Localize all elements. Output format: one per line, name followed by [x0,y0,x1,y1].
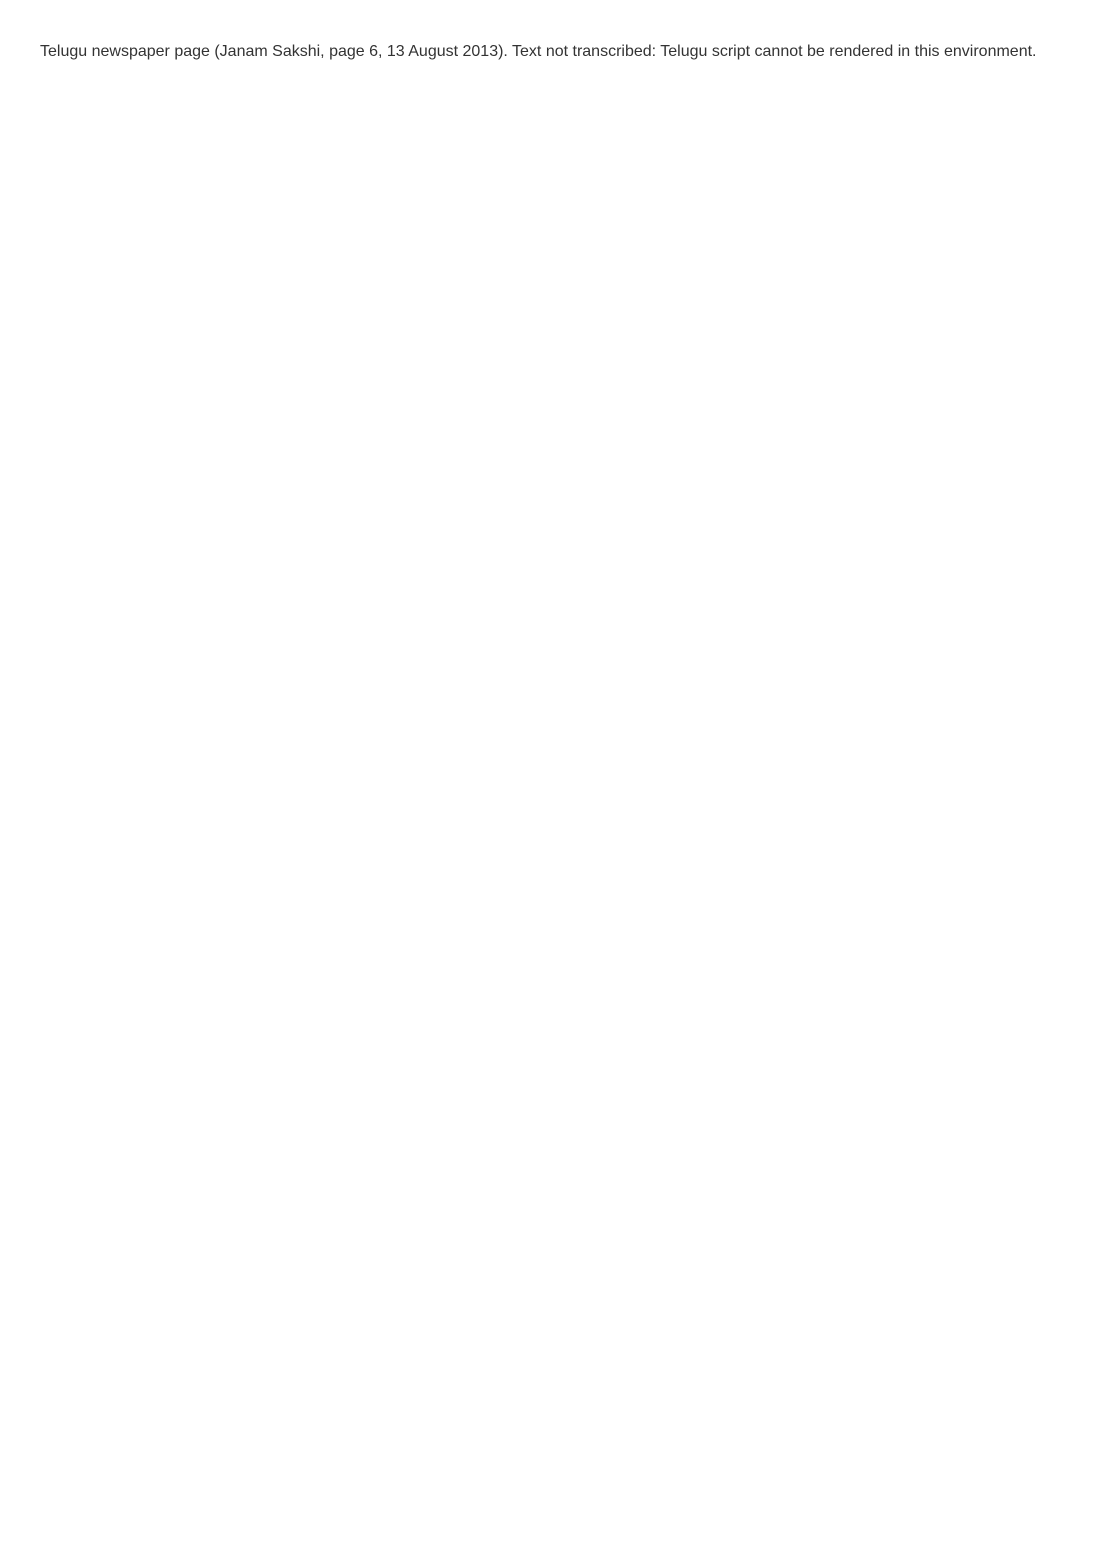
placeholder-note: Telugu newspaper page (Janam Sakshi, page 6, 13 August 2013). Text not transcribed: Telugu script cannot be rendered in this environment. [40,43,1037,60]
